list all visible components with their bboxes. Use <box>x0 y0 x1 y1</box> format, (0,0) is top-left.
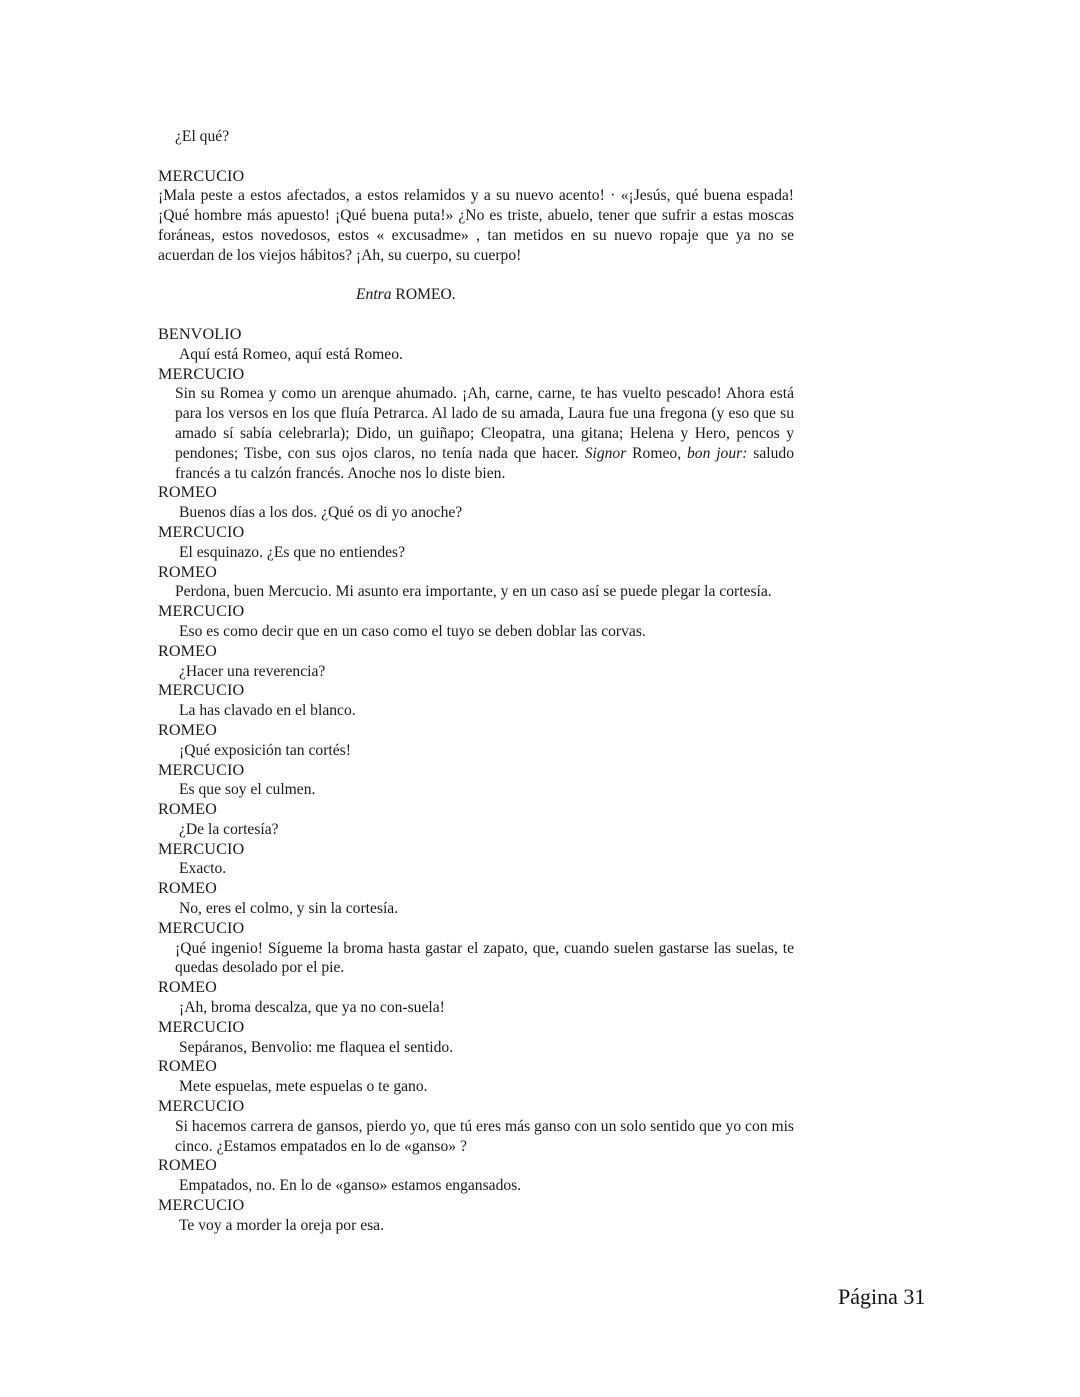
spacer <box>158 305 794 325</box>
speaker-name: MERCUCIO <box>158 602 245 621</box>
speaker-name: MERCUCIO <box>158 1097 245 1116</box>
speaker-name: MERCUCIO <box>158 522 245 541</box>
page-number: Página 31 <box>838 1284 926 1309</box>
speaker-name: ROMEO <box>158 879 217 898</box>
dialogue-line: ¿El qué? <box>175 128 230 145</box>
dialogue-line: Es que soy el culmen. <box>179 781 316 799</box>
script-page <box>158 127 794 1236</box>
dialogue-line: ¿Hacer una reverencia? <box>179 662 326 680</box>
speaker-name: ROMEO <box>158 562 217 581</box>
dialogue-text: saludo francés a tu calzón francés. Anoche nos lo diste bien. <box>175 444 794 482</box>
speaker-name: ROMEO <box>158 720 217 739</box>
speaker-name: MERCUCIO <box>158 1017 245 1036</box>
speaker-name: MERCUCIO <box>158 166 245 185</box>
speaker-name: ROMEO <box>158 1156 217 1175</box>
spacer <box>158 266 794 286</box>
foreign-phrase: bon jour: <box>686 444 748 462</box>
speaker-name: ROMEO <box>158 978 217 997</box>
dialogue-line: Eso es como decir que en un caso como el tuyo se deben doblar las corvas. <box>179 622 646 640</box>
speaker-name: MERCUCIO <box>158 918 245 937</box>
dialogue-text: Romeo, <box>626 444 687 462</box>
dialogue-line: Si hacemos carrera de gansos, pierdo yo, que tú eres más ganso con un solo sentido que yo con mis cinco. ¿Estamos empatados en lo de «ganso» ? <box>175 1117 794 1155</box>
dialogue-line: Te voy a morder la oreja por esa. <box>179 1216 385 1234</box>
dialogue-line: No, eres el colmo, y sin la cortesía. <box>179 900 399 918</box>
dialogue-line: El esquinazo. ¿Es que no entiendes? <box>179 543 406 561</box>
stage-direction-verb: Entra <box>356 286 392 304</box>
dialogue-line: La has clavado en el blanco. <box>179 702 356 720</box>
speaker-name: ROMEO <box>158 483 217 502</box>
spacer <box>158 147 794 167</box>
dialogue-line: ¡Qué exposición tan cortés! <box>179 741 351 759</box>
speaker-name: ROMEO <box>158 641 217 660</box>
speaker-name: ROMEO <box>158 1057 217 1076</box>
dialogue-line: ¡Ah, broma descalza, que ya no con-suela! <box>179 999 445 1017</box>
speaker-name: ROMEO <box>158 800 217 819</box>
dialogue-line: Aquí está Romeo, aquí está Romeo. <box>179 345 403 363</box>
speaker-name: BENVOLIO <box>158 324 242 343</box>
dialogue-line: Buenos días a los dos. ¿Qué os di yo anoche? <box>179 504 463 522</box>
dialogue-line: Perdona, buen Mercucio. Mi asunto era importante, y en un caso así se puede plegar la cortesía. <box>175 583 772 601</box>
dialogue-line: Mete espuelas, mete espuelas o te gano. <box>179 1078 428 1096</box>
dialogue-text: Sin su Romea y como un arenque ahumado. ¡Ah, carne, carne, te has vuelto pescado! Ahora está para los versos en los que fluía Petrarca. Al lado de su amada, Laura fue una fregona (y eso que su amado sí sabía celebrarla); Dido, un guiñapo; Cleopatra, una gitana; Helena y Hero, pencos y pendones; Tisbe, con sus ojos claros, no tenía nada que hacer. <box>175 385 794 462</box>
speaker-name: MERCUCIO <box>158 760 245 779</box>
dialogue-line: ¿De la cortesía? <box>179 820 279 838</box>
foreign-phrase: Signor <box>584 444 627 462</box>
stage-direction <box>158 285 794 305</box>
dialogue-line <box>158 384 794 483</box>
dialogue-line: Sepáranos, Benvolio: me flaquea el sentido. <box>179 1038 454 1056</box>
speaker-name: MERCUCIO <box>158 681 245 700</box>
speaker-name: MERCUCIO <box>158 1196 245 1215</box>
dialogue-line: Exacto. <box>179 860 227 878</box>
stage-direction-character: ROMEO. <box>391 286 456 304</box>
dialogue-paragraph: ¡Mala peste a estos afectados, a estos relamidos y a su nuevo acento! · «¡Jesús, qué buena espada! ¡Qué hombre más apuesto! ¡Qué buena puta!» ¿No es triste, abuelo, tener que sufrir a estas moscas foráneas, estos novedosos, estos « excusadme» , tan metidos en su nuevo ropaje que ya no se acuerdan de los viejos hábitos? ¡Ah, su cuerpo, su cuerpo! <box>158 187 794 264</box>
dialogue-line: ¡Qué ingenio! Sígueme la broma hasta gastar el zapato, que, cuando suelen gastarse las suelas, te quedas desolado por el pie. <box>175 939 794 977</box>
dialogue-line: Empatados, no. En lo de «ganso» estamos engansados. <box>179 1177 522 1195</box>
speaker-name: MERCUCIO <box>158 839 245 858</box>
speaker-name: MERCUCIO <box>158 364 245 383</box>
